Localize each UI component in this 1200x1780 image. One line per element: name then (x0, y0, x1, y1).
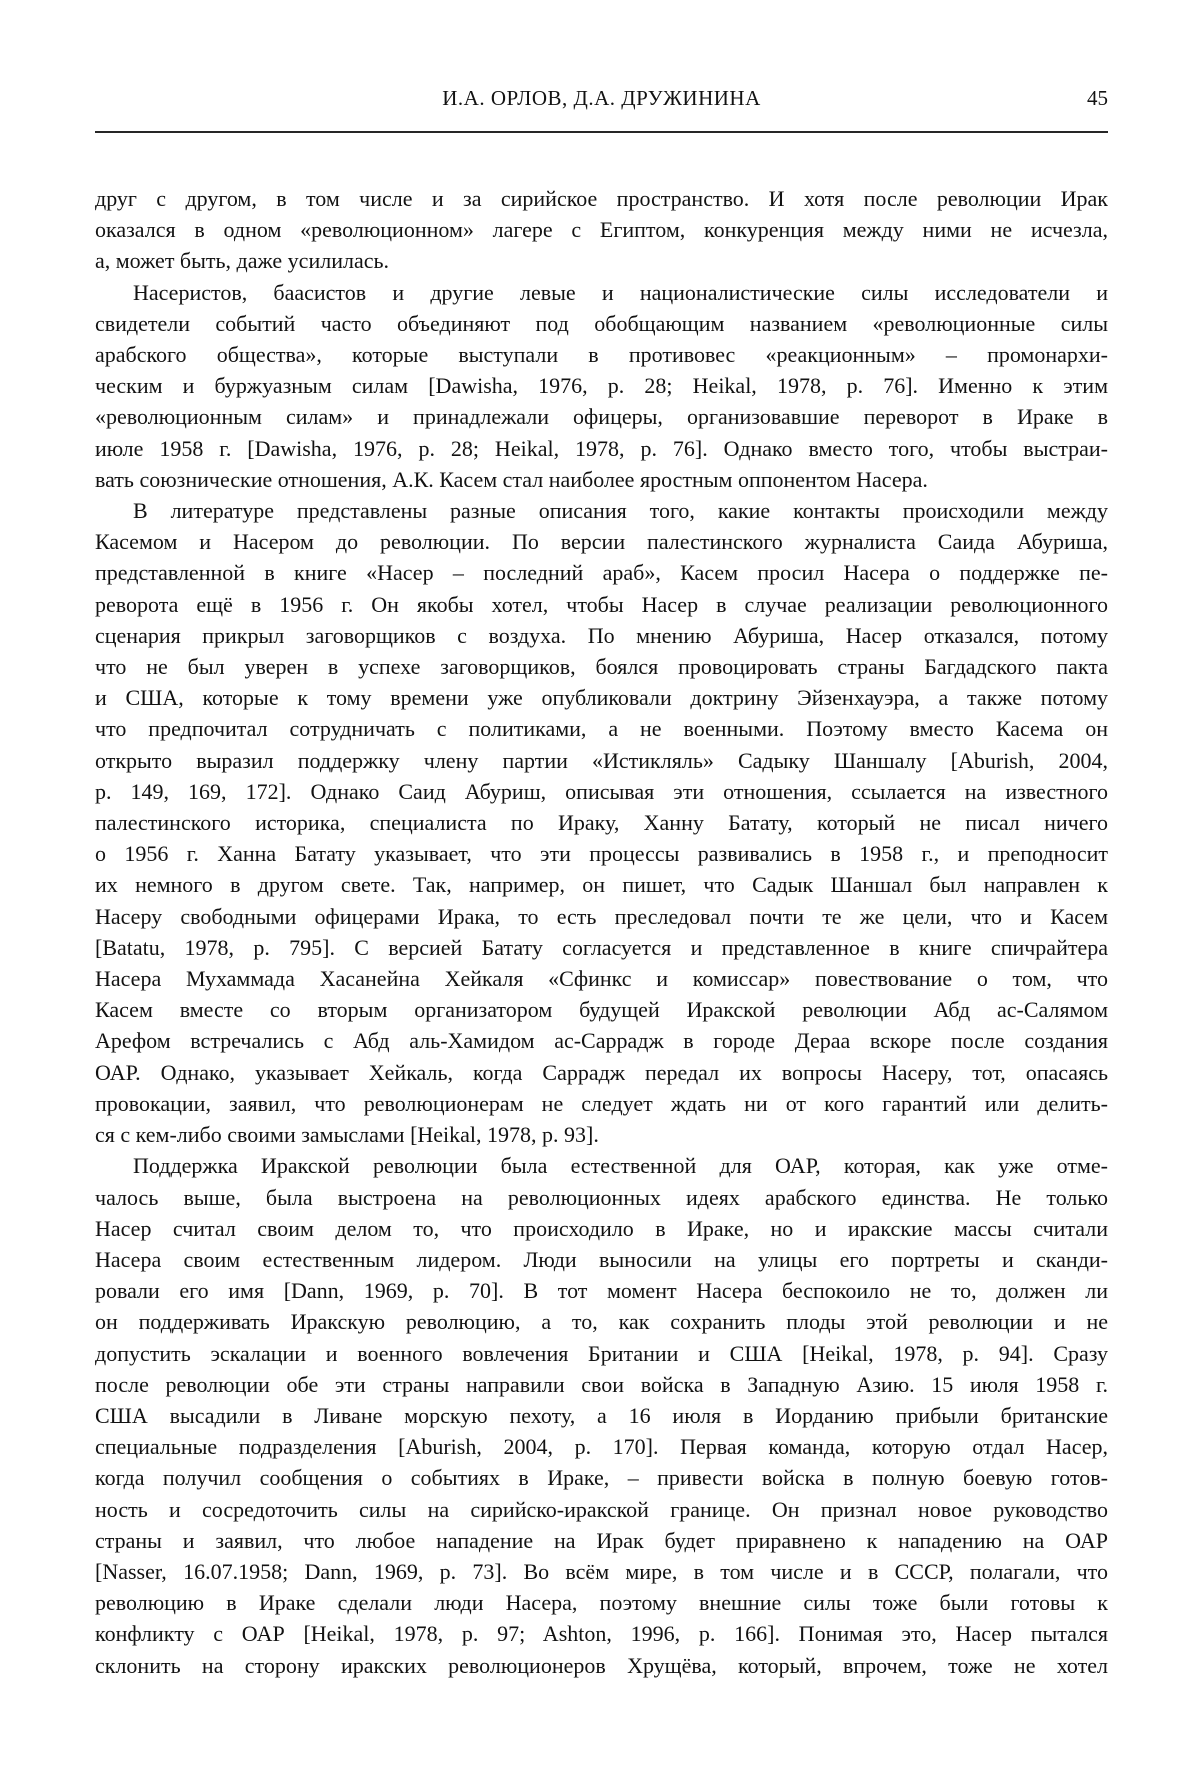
text-line: оказался в одном «революционном» лагере с Египтом, конкуренция между ними не исчезла, (95, 217, 1108, 243)
text-line: открыто выразил поддержку члену партии «Истикляль» Садыку Шаншалу [Aburish, 2004, (95, 747, 1108, 773)
text-line: ОАР. Однако, указывает Хейкаль, когда Саррадж передал их вопросы Насеру, тот, опасаясь (95, 1059, 1108, 1085)
text-line: Насеру свободными офицерами Ирака, то есть преследовал почти те же цели, что и Касем (95, 903, 1108, 929)
text-line: Касемом и Насером до революции. По версии палестинского журналиста Саида Абуриша, (95, 529, 1108, 555)
text-line: [Nasser, 16.07.1958; Dann, 1969, p. 73]. Во всём мире, в том числе и в СССР, полагали, что (95, 1558, 1108, 1584)
text-line: вать союзнические отношения, А.К. Касем стал наиболее яростным оппонентом Насера. (95, 466, 928, 492)
text-line: представленной в книге «Насер – последний араб», Касем просил Насера о поддержке пе- (95, 560, 1108, 586)
text-line: их немного в другом свете. Так, например, он пишет, что Садык Шаншал был направлен к (95, 872, 1108, 898)
text-line: p. 149, 169, 172]. Однако Саид Абуриш, описывая эти отношения, ссылается на известного (95, 778, 1108, 804)
paragraph (95, 277, 1108, 495)
text-line: чалось выше, была выстроена на революционных идеях арабского единства. Не только (95, 1184, 1108, 1210)
text-line: страны и заявил, что любое нападение на Ирак будет приравнено к нападению на ОАР (95, 1527, 1108, 1553)
text-line: Насера Мухаммада Хасанейна Хейкаля «Сфинкс и комиссар» повествование о том, что (95, 966, 1108, 992)
text-line: о 1956 г. Ханна Батату указывает, что эти процессы развивались в 1958 г., и преподносит (95, 841, 1108, 867)
text-line: Арефом встречались с Абд аль-Хамидом ас-Саррадж в городе Дераа вскоре после создания (95, 1028, 1108, 1054)
text-line: конфликту с ОАР [Heikal, 1978, p. 97; Ashton, 1996, p. 166]. Понимая это, Насер пытался (95, 1621, 1108, 1647)
page-number: 45 (1087, 86, 1108, 110)
text-line: революцию в Ираке сделали люди Насера, поэтому внешние силы тоже были готовы к (95, 1590, 1108, 1616)
text-line: [Batatu, 1978, p. 795]. С версией Батату согласуется и представленное в книге спичрайтера (95, 934, 1108, 960)
text-line: провокации, заявил, что революционерам не следует ждать ни от кого гарантий или делить- (95, 1090, 1108, 1116)
text-line: что не был уверен в успехе заговорщиков, боялся провоцировать страны Багдадского пакта (95, 654, 1108, 680)
text-line: Насера своим естественным лидером. Люди выносили на улицы его портреты и сканди- (95, 1246, 1108, 1272)
text-line: палестинского историка, специалиста по Ираку, Ханну Батату, который не писал ничего (95, 810, 1108, 836)
text-line: допустить эскалации и военного вовлечения Британии и США [Heikal, 1978, p. 94]. Сразу (95, 1340, 1108, 1366)
text-line: и США, которые к тому времени уже опубликовали доктрину Эйзенхауэра, а также потому (95, 685, 1108, 711)
running-header (95, 86, 1108, 116)
text-line: Насеристов, баасистов и другие левые и националистические силы исследователи и (133, 279, 1108, 305)
text-line: он поддерживать Иракскую революцию, а то, как сохранить плоды этой революции и не (95, 1309, 1108, 1335)
text-line: ровали его имя [Dann, 1969, p. 70]. В тот момент Насера беспокоило не то, должен ли (95, 1278, 1108, 1304)
header-rule (95, 131, 1108, 133)
text-line: когда получил сообщения о событиях в Ираке, – привести войска в полную боевую готов- (95, 1465, 1108, 1491)
text-line: ческим и буржуазным силам [Dawisha, 1976, p. 28; Heikal, 1978, p. 76]. Именно к этим (95, 373, 1108, 399)
paragraph (95, 495, 1108, 1150)
text-line: а, может быть, даже усилилась. (95, 248, 390, 274)
text-line: реворота ещё в 1956 г. Он якобы хотел, чтобы Насер в случае реализации революционного (95, 591, 1108, 617)
running-title: И.А. ОРЛОВ, Д.А. ДРУЖИНИНА (442, 86, 761, 110)
text-line: Касем вместе со вторым организатором будущей Иракской революции Абд ас-Салямом (95, 997, 1108, 1023)
text-line: свидетели событий часто объединяют под обобщающим названием «революционные силы (95, 310, 1108, 336)
text-line: сценария прикрыл заговорщиков с воздуха. По мнению Абуриша, Насер отказался, потому (95, 622, 1108, 648)
text-line: арабского общества», которые выступали в противовес «реакционным» – промонархи- (95, 342, 1108, 368)
text-line: ность и сосредоточить силы на сирийско-иракской границе. Он признал новое руководство (95, 1496, 1108, 1522)
text-line: В литературе представлены разные описания того, какие контакты происходили между (133, 498, 1108, 524)
text-line: июле 1958 г. [Dawisha, 1976, p. 28; Heikal, 1978, p. 76]. Однако вместо того, чтобы выстраи- (95, 435, 1108, 461)
text-line: что предпочитал сотрудничать с политиками, а не военными. Поэтому вместо Касема он (95, 716, 1108, 742)
text-line: Насер считал своим делом то, что происходило в Ираке, но и иракские массы считали (95, 1215, 1108, 1241)
text-line: ся с кем-либо своими замыслами [Heikal, 1978, p. 93]. (95, 1122, 599, 1148)
text-line: специальные подразделения [Aburish, 2004, p. 170]. Первая команда, которую отдал Насер, (95, 1434, 1108, 1460)
page-body (95, 183, 1108, 1681)
text-line: «революционным силам» и принадлежали офицеры, организовавшие переворот в Ираке в (95, 404, 1108, 430)
text-line: склонить на сторону иракских революционеров Хрущёва, который, впрочем, тоже не хотел (95, 1652, 1108, 1678)
paragraph (95, 1150, 1108, 1680)
paragraph (95, 183, 1108, 277)
text-line: США высадили в Ливане морскую пехоту, а 16 июля в Иорданию прибыли британские (95, 1402, 1108, 1428)
text-line: Поддержка Иракской революции была естественной для ОАР, которая, как уже отме- (133, 1153, 1108, 1179)
text-line: друг с другом, в том числе и за сирийское пространство. И хотя после революции Ирак (95, 186, 1108, 211)
text-line: после революции обе эти страны направили свои войска в Западную Азию. 15 июля 1958 г. (95, 1371, 1108, 1397)
